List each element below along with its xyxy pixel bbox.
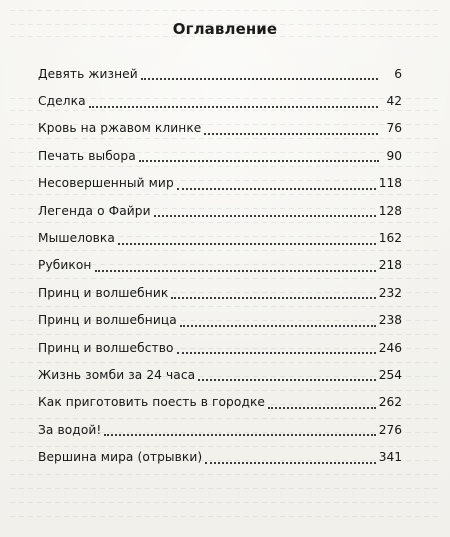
dot-leader	[177, 351, 376, 354]
dot-leader	[177, 187, 376, 190]
dot-leader	[95, 269, 376, 272]
dot-leader	[89, 105, 378, 108]
toc-entry-title: Мышеловка	[38, 231, 115, 246]
toc-page-number: 238	[378, 313, 402, 328]
toc-entry-title: Вершина мира (отрывки)	[38, 450, 203, 465]
toc-page-number: 128	[378, 203, 402, 218]
toc-page-number: 42	[386, 94, 402, 109]
dot-leader	[104, 433, 375, 436]
toc-row	[38, 416, 402, 443]
toc-page-number: 246	[378, 340, 402, 355]
toc-row	[38, 142, 402, 169]
dot-leader	[205, 461, 375, 464]
toc-page-number: 6	[394, 66, 402, 81]
toc-page-number: 76	[386, 121, 402, 136]
toc-entry-title: Сделка	[38, 94, 86, 109]
toc-entry-title: Как приготовить поесть в городке	[38, 395, 266, 410]
toc-entry-title: Печать выбора	[38, 148, 136, 163]
toc-page-number: 341	[378, 450, 402, 465]
toc-entry-title: Принц и волшебница	[38, 313, 177, 328]
toc-row	[38, 361, 402, 388]
toc-page-number: 276	[378, 422, 402, 437]
toc-entry-title: Принц и волшебство	[38, 340, 174, 355]
page-title: Оглавление	[172, 20, 278, 38]
toc-row	[38, 224, 402, 251]
dot-leader	[118, 242, 376, 245]
toc-entry-title: Рубикон	[38, 258, 92, 273]
toc-entry-title: Принц и волшебник	[38, 285, 169, 300]
toc-row	[38, 170, 402, 197]
toc-row	[38, 60, 402, 87]
toc-page-number: 262	[378, 395, 402, 410]
toc-entry-title: Девять жизней	[38, 66, 138, 81]
toc-row	[38, 334, 402, 361]
toc-entry-title: Легенда о Файри	[38, 203, 151, 218]
toc-entry-title: Жизнь зомби за 24 часа	[38, 367, 196, 382]
toc-entry-title: Несовершенный мир	[38, 176, 174, 191]
toc-row	[38, 279, 402, 306]
dot-leader	[204, 132, 378, 135]
toc-page-number: 162	[378, 231, 402, 246]
toc-page-number: 218	[378, 258, 402, 273]
toc-row	[38, 87, 402, 114]
dot-leader	[141, 77, 378, 80]
toc-entry-title: За водой!	[38, 422, 102, 437]
toc-page-number: 232	[378, 285, 402, 300]
toc-entry-title: Кровь на ржавом клинке	[38, 121, 202, 136]
dot-leader	[180, 324, 376, 327]
toc-row	[38, 197, 402, 224]
toc-row	[38, 252, 402, 279]
toc-page-number: 118	[378, 176, 402, 191]
toc-page-number: 254	[378, 367, 402, 382]
toc-row	[38, 115, 402, 142]
toc-page-number: 90	[386, 148, 402, 163]
dot-leader	[171, 296, 375, 299]
toc-row	[38, 307, 402, 334]
dot-leader	[154, 214, 376, 217]
dot-leader	[198, 378, 375, 381]
dot-leader	[268, 406, 376, 409]
dot-leader	[139, 159, 379, 162]
toc-row	[38, 389, 402, 416]
toc-row	[38, 443, 402, 470]
table-of-contents	[38, 60, 402, 471]
